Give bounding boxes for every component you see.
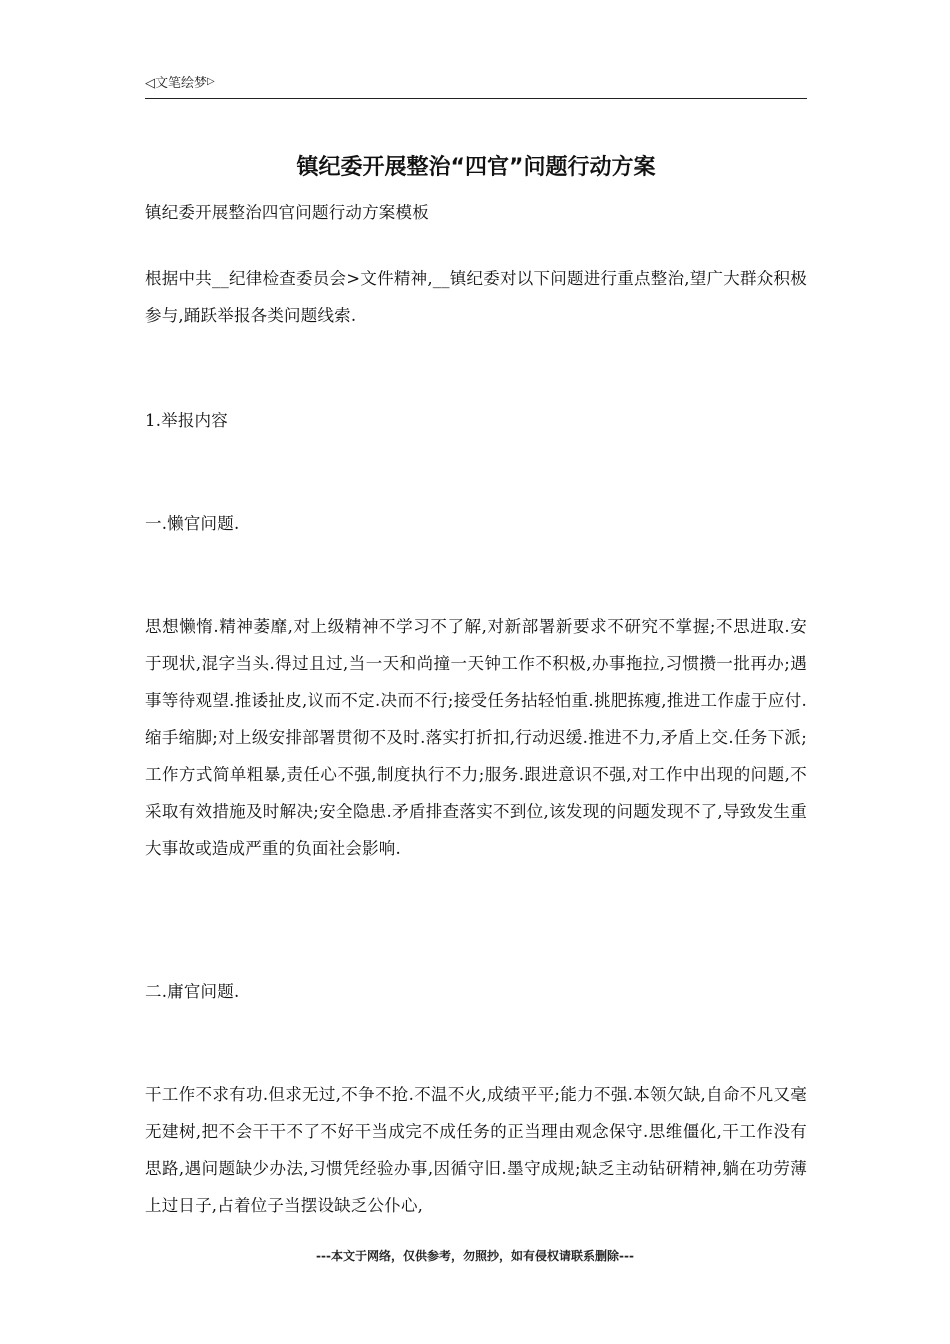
right-triangle-icon: ▷ xyxy=(207,76,215,87)
document-title: 镇纪委开展整治“四官”问题行动方案 xyxy=(296,155,656,180)
subheading-mediocre-officials: 二.庸官问题. xyxy=(145,982,240,1001)
paragraph-lazy-officials: 思想懒惰.精神萎靡,对上级精神不学习不了解,对新部署新要求不研究不掌握;不思进取.安于现状,混字当头.得过且过,当一天和尚撞一天钟工作不积极,办事拖拉,习惯攒一批再办;遇事等待观望.推诿扯皮,议而不定.决而不行;接受任务拈轻怕重.挑肥拣瘦,推进工作虚于应付.缩手缩脚;对上级安排部署贯彻不及时.落实打折扣,行动迟缓.推进不力,矛盾上交.任务下派;工作方式简单粗暴,责任心不强,制度执行不力;服务.跟进意识不强,对工作中出现的问题,不采取有效措施及时解决;安全隐患.矛盾排查落实不到位,该发现的问题发现不了,导致发生重大事故或造成严重的负面社会影响. xyxy=(145,617,807,858)
header-brand: 文笔绘梦 xyxy=(155,76,208,91)
footer-notice: ---本文于网络，仅供参考，勿照抄，如有侵权请联系删除--- xyxy=(316,1249,634,1263)
intro-paragraph: 根据中共__纪律检查委员会>文件精神,__镇纪委对以下问题进行重点整治,望广大群众积极参与,踊跃举报各类问题线索. xyxy=(145,269,807,325)
paragraph-mediocre-officials: 干工作不求有功.但求无过,不争不抢.不温不火,成绩平平;能力不强.本领欠缺,自命不凡又毫无建树,把不会干干不了不好干当成完不成任务的正当理由观念保守.思维僵化,干工作没有思路,遇问题缺少办法,习惯凭经验办事,因循守旧.墨守成规;缺乏主动钻研精神,躺在功劳薄上过日子,占着位子当摆设缺乏公仆心, xyxy=(145,1085,807,1215)
section-heading-report-content: 1.举报内容 xyxy=(145,411,228,430)
document-subtitle: 镇纪委开展整治四官问题行动方案模板 xyxy=(145,203,429,222)
left-triangle-icon: ◁ xyxy=(145,76,155,91)
page-header xyxy=(145,76,807,99)
subheading-lazy-officials: 一.懒官问题. xyxy=(145,514,240,533)
